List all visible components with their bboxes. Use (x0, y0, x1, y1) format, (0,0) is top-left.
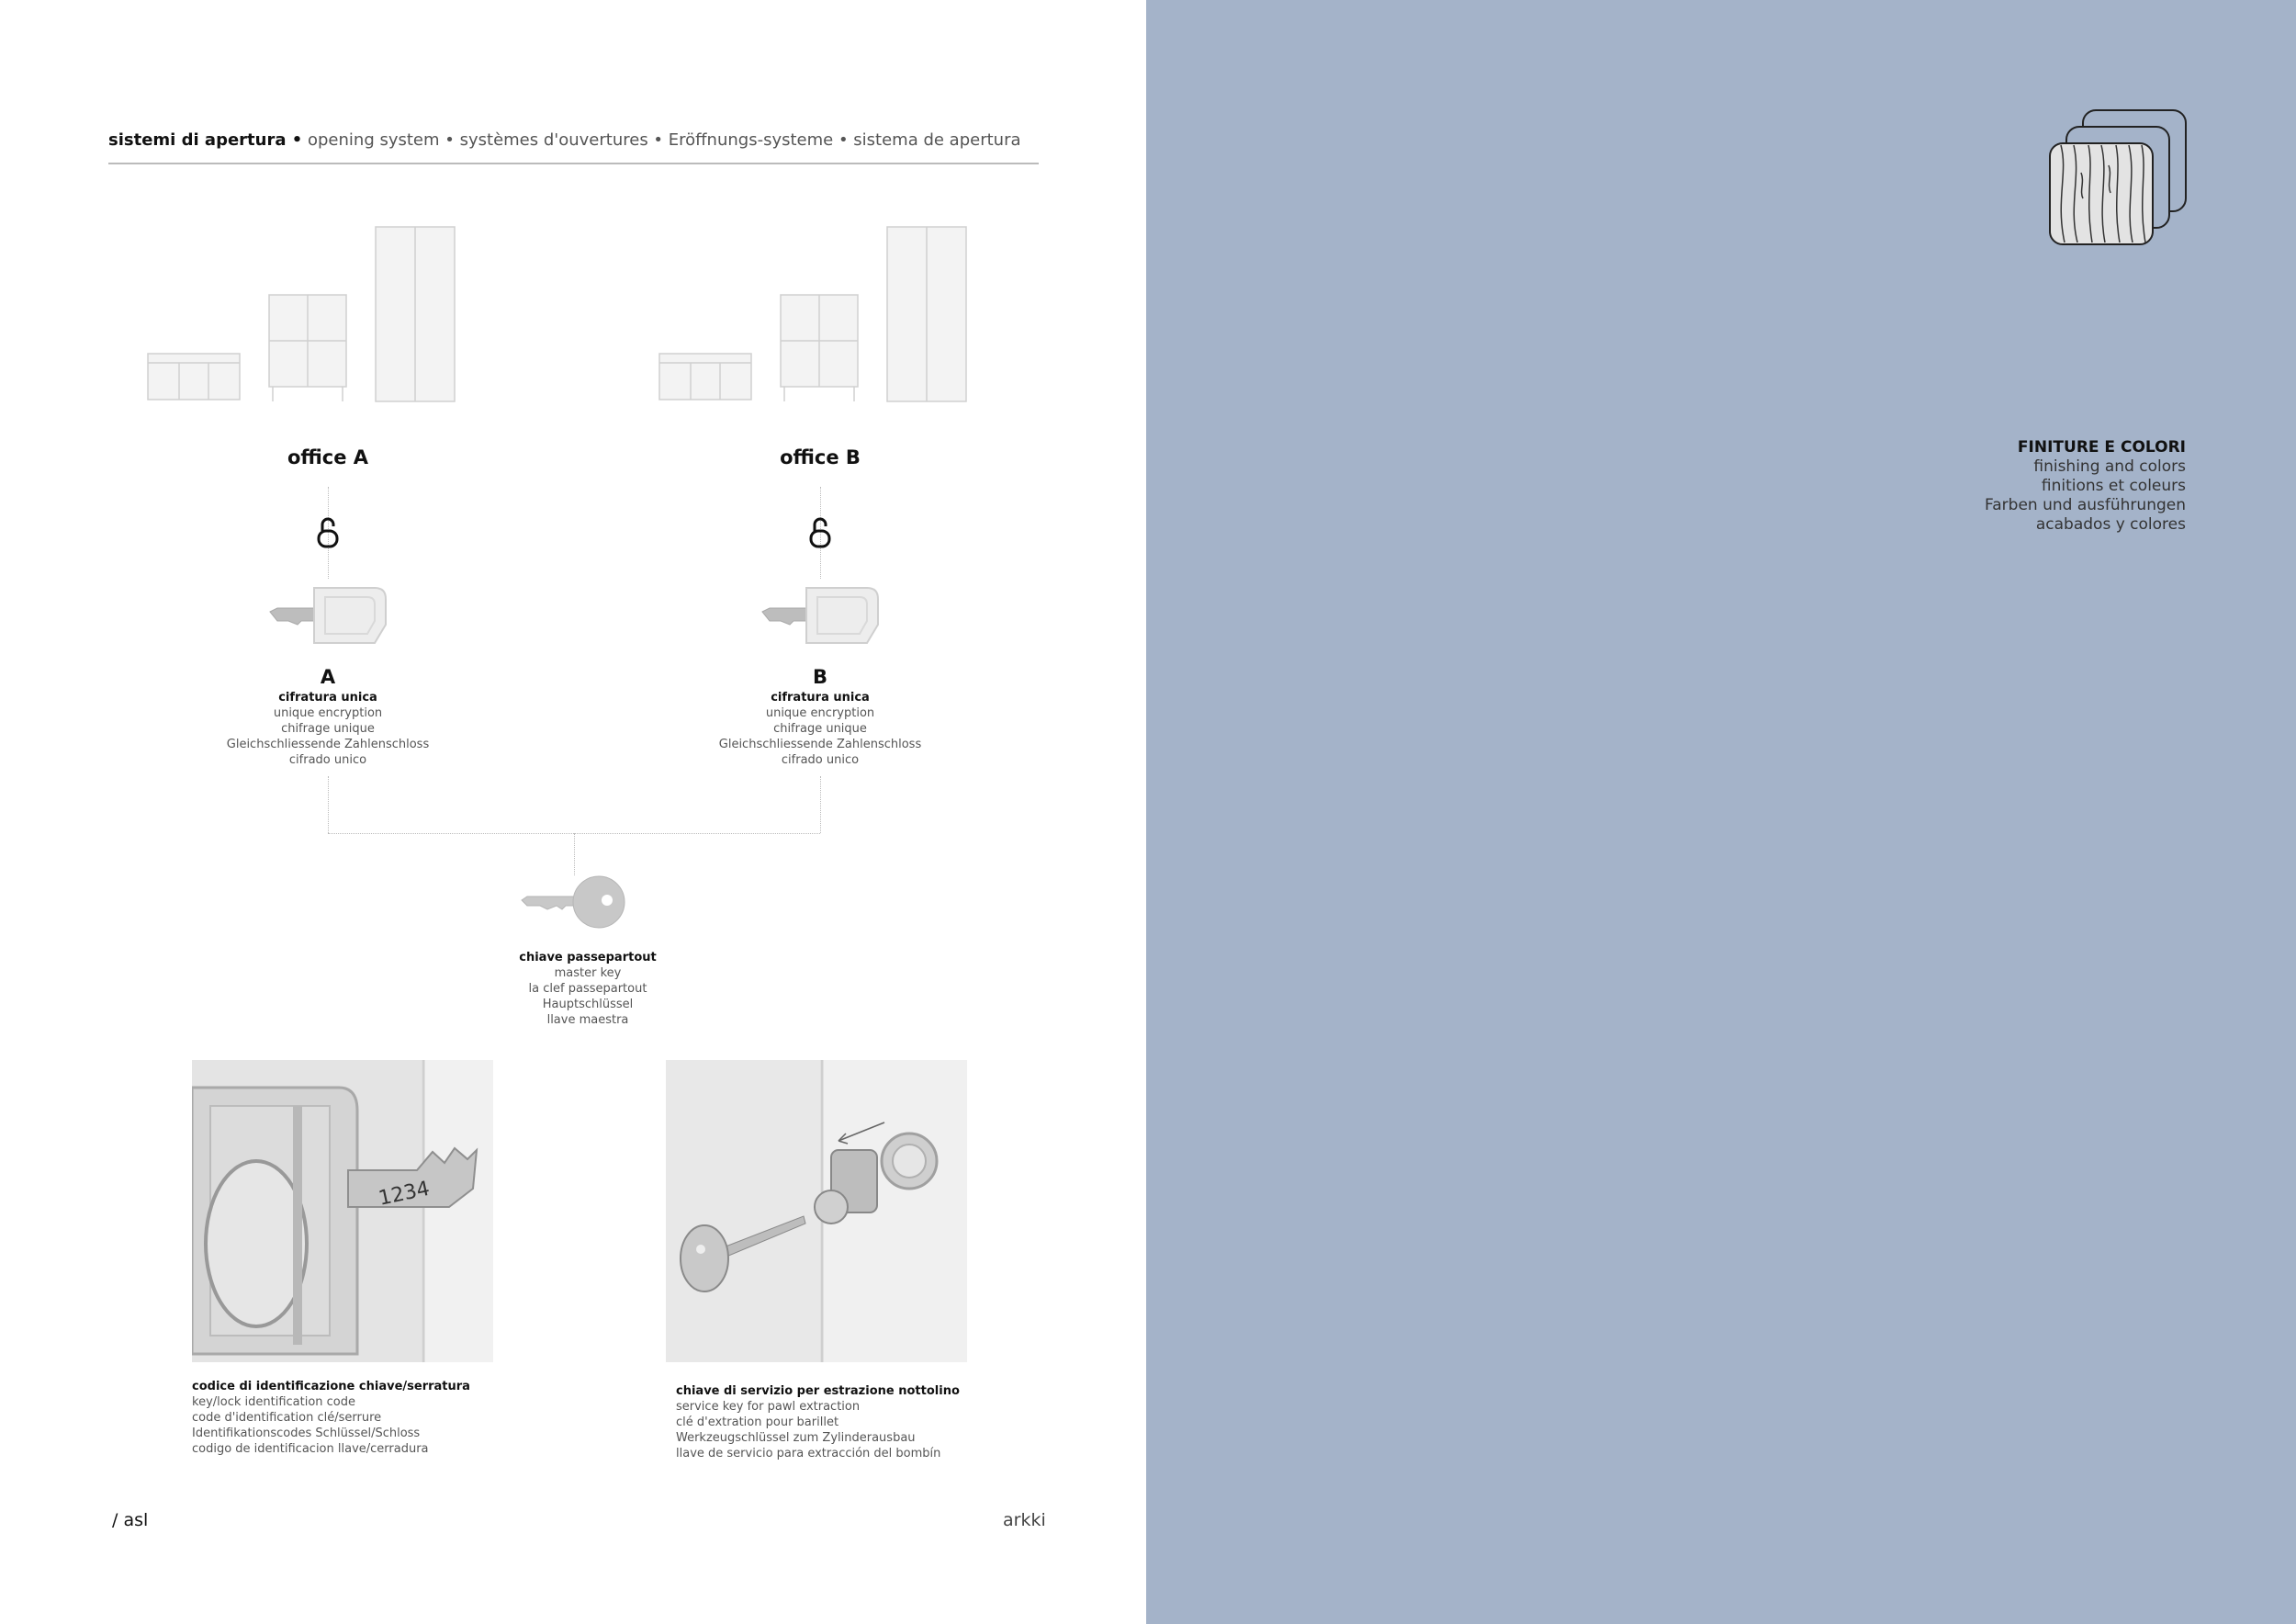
code-b-line-2: unique encryption (765, 706, 875, 720)
flat-key-icon (268, 584, 389, 648)
finishes-line-4: Farben und ausführungen (1985, 496, 2186, 514)
finishes-line-5: acabados y colores (2035, 515, 2186, 534)
office-b-title: office B (780, 446, 861, 468)
office-b-furniture (654, 225, 971, 409)
footer-right: arkki (1003, 1510, 1046, 1530)
photo2-caption-4: Werkzeugschlüssel zum Zylinderausbau (676, 1431, 916, 1445)
photo2-caption (676, 1383, 960, 1461)
office-a-furniture (142, 225, 459, 409)
photo1-caption-1: codice di identificazione chiave/serratura (192, 1380, 470, 1393)
code-a-line-1: cifratura unica (278, 691, 377, 705)
master-line-1: chiave passepartout (519, 951, 657, 964)
finishes-label (1985, 438, 2186, 535)
photo1-caption-2: key/lock identification code (192, 1395, 356, 1409)
photo-service-key (666, 1060, 967, 1362)
padlock-icon (808, 516, 832, 549)
finishes-line-1: FINITURE E COLORI (2017, 438, 2186, 457)
code-a-line-2: unique encryption (273, 706, 383, 720)
master-key-icon (520, 873, 628, 931)
code-b-line-3: chifrage unique (773, 722, 867, 736)
finishes-line-3: finitions et coleurs (2041, 477, 2186, 495)
photo-service-key-illustration (666, 1060, 967, 1362)
flat-key-icon (760, 584, 882, 648)
photo2-caption-5: llave de servicio para extracción del bombín (676, 1447, 941, 1460)
master-line-2: master key (554, 966, 622, 980)
master-line-5: llave maestra (546, 1013, 629, 1027)
photo2-caption-2: service key for pawl extraction (676, 1400, 861, 1414)
office-b-code (682, 664, 958, 768)
master-key-label (450, 950, 726, 1028)
finishes-line-2: finishing and colors (2033, 457, 2186, 476)
connector-a-bottom (328, 776, 329, 833)
header-bold: sistemi di apertura • (108, 130, 303, 150)
header-rest: opening system • systèmes d'ouvertures • Eröffnungs-systeme • sistema de apertura (302, 130, 1021, 150)
code-letter-a: A (320, 666, 336, 688)
master-line-4: Hauptschlüssel (542, 998, 634, 1011)
office-a-code (190, 664, 466, 768)
photo-key-lock-illustration (192, 1060, 493, 1362)
code-a-line-3: chifrage unique (281, 722, 375, 736)
left-page (0, 0, 1146, 1624)
code-b-line-1: cifratura unica (771, 691, 870, 705)
code-a-line-4: Gleichschliessende Zahlenschloss (226, 738, 430, 751)
photo1-caption-4: Identifikationscodes Schlüssel/Schloss (192, 1427, 421, 1440)
photo-key-lock-code (192, 1060, 493, 1362)
code-letter-b: B (812, 666, 827, 688)
connector-b-bottom (820, 776, 821, 833)
section-header (108, 130, 1021, 150)
code-a-line-5: cifrado unico (288, 753, 367, 767)
photo1-caption-3: code d'identification clé/serrure (192, 1411, 382, 1425)
code-b-line-4: Gleichschliessende Zahlenschloss (718, 738, 922, 751)
header-rule (108, 163, 1039, 164)
key-code-label: 1234 (377, 1177, 433, 1211)
connector-master (574, 833, 575, 875)
wood-swatch-icon (2048, 108, 2190, 251)
photo1-caption-5: codigo de identificacion llave/cerradura (192, 1442, 429, 1456)
footer-left: / asl (112, 1510, 149, 1530)
photo2-caption-1: chiave di servizio per estrazione nottolino (676, 1384, 960, 1398)
code-b-line-5: cifrado unico (781, 753, 860, 767)
padlock-icon (316, 516, 340, 549)
photo2-caption-3: clé d'extration pour barillet (676, 1415, 839, 1429)
master-line-3: la clef passepartout (528, 982, 647, 996)
photo1-caption (192, 1379, 470, 1457)
office-a-title: office A (287, 446, 369, 468)
